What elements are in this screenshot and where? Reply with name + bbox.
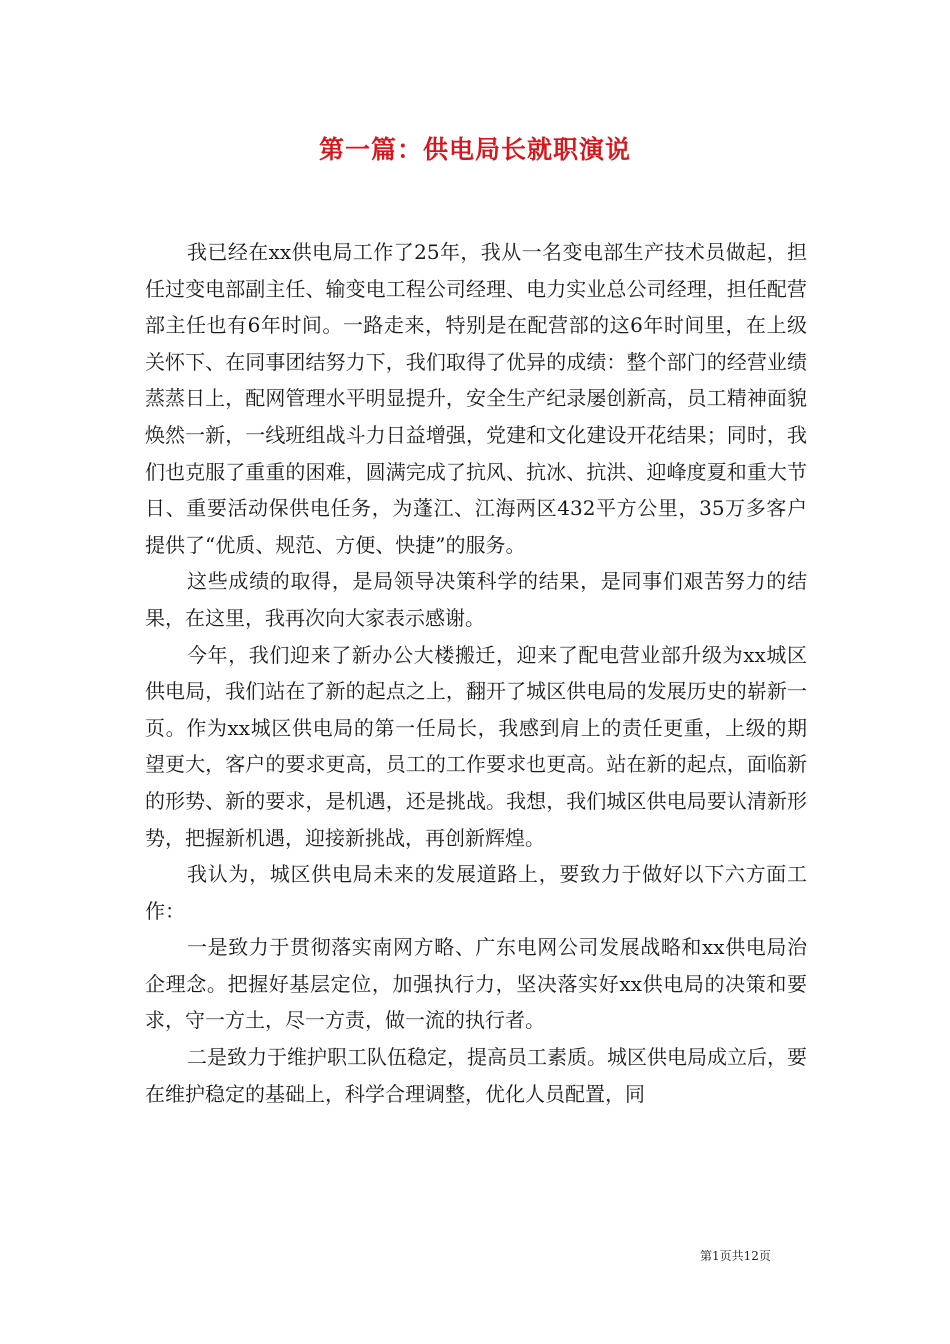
paragraph: 二是致力于维护职工队伍稳定，提高员工素质。城区供电局成立后，要在维护稳定的基础上，科学合理调整，优化人员配置，同 — [145, 1045, 807, 1106]
document-title: 第一篇：供电局长就职演说 — [318, 135, 631, 164]
document-body — [145, 234, 807, 1112]
paragraph: 我已经在xx供电局工作了25年，我从一名变电部生产技术员做起，担任过变电部副主任、输变电工程公司经理、电力实业总公司经理，担任配营部主任也有6年时间。一路走来，特别是在配营部的这6年时间里，在上级关怀下、在同事团结努力下，我们取得了优异的成绩：整个部门的经营业绩蒸蒸日上，配网管理水平明显提升，安全生产纪录屡创新高，员工精神面貌焕然一新，一线班组战斗力日益增强，党建和文化建设开花结果；同时，我们也克服了重重的困难，圆满完成了抗风、抗冰、抗洪、迎峰度夏和重大节日、重要活动保供电任务，为蓬江、江海两区432平方公里，35万多客户提供了“优质、规范、方便、快捷”的服务。 — [145, 240, 807, 557]
paragraph: 一是致力于贯彻落实南网方略、广东电网公司发展战略和xx供电局治企理念。把握好基层定位，加强执行力，坚决落实好xx供电局的决策和要求，守一方土，尽一方责，做一流的执行者。 — [145, 935, 807, 1033]
paragraph: 今年，我们迎来了新办公大楼搬迁，迎来了配电营业部升级为xx城区供电局，我们站在了新的起点之上，翻开了城区供电局的发展历史的崭新一页。作为xx城区供电局的第一任局长，我感到肩上的责任更重，上级的期望更大，客户的要求更高，员工的工作要求也更高。站在新的起点，面临新的形势、新的要求，是机遇，还是挑战。我想，我们城区供电局要认清新形势，把握新机遇，迎接新挑战，再创新辉煌。 — [145, 642, 807, 850]
paragraph: 我认为，城区供电局未来的发展道路上，要致力于做好以下六方面工作： — [145, 862, 807, 923]
page-number: 第1页共12页 — [700, 1249, 771, 1263]
paragraph: 这些成绩的取得，是局领导决策科学的结果，是同事们艰苦努力的结果，在这里，我再次向大家表示感谢。 — [145, 569, 807, 630]
